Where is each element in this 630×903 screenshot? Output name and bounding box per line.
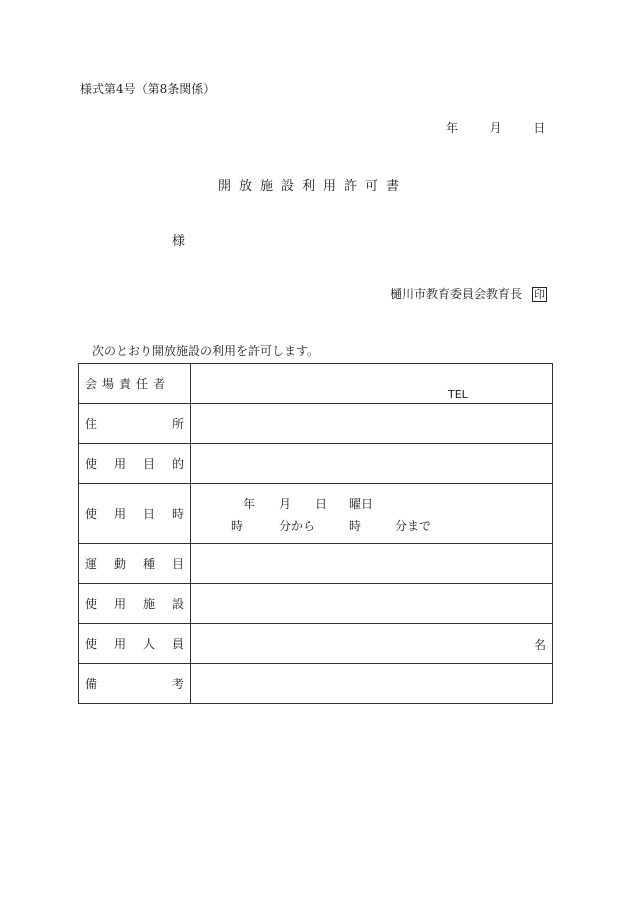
address-field[interactable]	[191, 404, 553, 444]
day-unit: 日	[315, 497, 328, 511]
date-day: 日	[533, 121, 546, 135]
addressee-suffix: 様	[172, 234, 186, 249]
seal-mark: 印	[534, 288, 546, 301]
attendees-field[interactable]	[191, 624, 553, 664]
sport-type-field[interactable]	[191, 544, 553, 584]
tel-label: TEL	[448, 388, 468, 401]
row-label: 使 用 目 的	[79, 444, 191, 484]
permit-table	[78, 363, 553, 704]
row-label: 使 用 施 設	[79, 584, 191, 624]
row-label: 運 動 種 目	[79, 544, 191, 584]
row-label: 使 用 人 員	[79, 624, 191, 664]
issue-date	[446, 119, 545, 136]
table-row	[79, 444, 553, 484]
row-label: 使 用 日 時	[79, 484, 191, 544]
table-row	[79, 624, 553, 664]
hour-to-unit: 時	[349, 519, 362, 533]
weekday-unit: 曜日	[349, 497, 374, 511]
table-row	[79, 364, 553, 404]
minute-to-unit: 分まで	[395, 519, 432, 533]
manager-field[interactable]	[191, 364, 553, 404]
table-row	[79, 544, 553, 584]
issuer-name: 樋川市教育委員会教育長	[390, 287, 523, 301]
table-row	[79, 584, 553, 624]
row-label: 備 考	[79, 664, 191, 704]
table-row	[79, 664, 553, 704]
minute-from-unit: 分から	[279, 519, 316, 533]
issuer-line	[390, 285, 547, 302]
purpose-field[interactable]	[191, 444, 553, 484]
remarks-field[interactable]	[191, 664, 553, 704]
hour-from-unit: 時	[231, 519, 244, 533]
table-row	[79, 484, 553, 544]
form-number: 様式第4号（第8条関係）	[80, 82, 216, 96]
facility-field[interactable]	[191, 584, 553, 624]
row-label: 住 所	[79, 404, 191, 444]
document-title: 開放施設利用許可書	[218, 179, 408, 194]
row-label: 会 場 責 任 者	[79, 364, 191, 404]
date-month: 月	[489, 121, 502, 135]
date-year: 年	[446, 121, 459, 135]
intro-text: 次のとおり開放施設の利用を許可します。	[92, 344, 320, 358]
table-row	[79, 404, 553, 444]
datetime-field[interactable]	[191, 484, 553, 544]
month-unit: 月	[279, 497, 292, 511]
people-unit: 名	[533, 638, 546, 652]
year-unit: 年	[243, 497, 256, 511]
